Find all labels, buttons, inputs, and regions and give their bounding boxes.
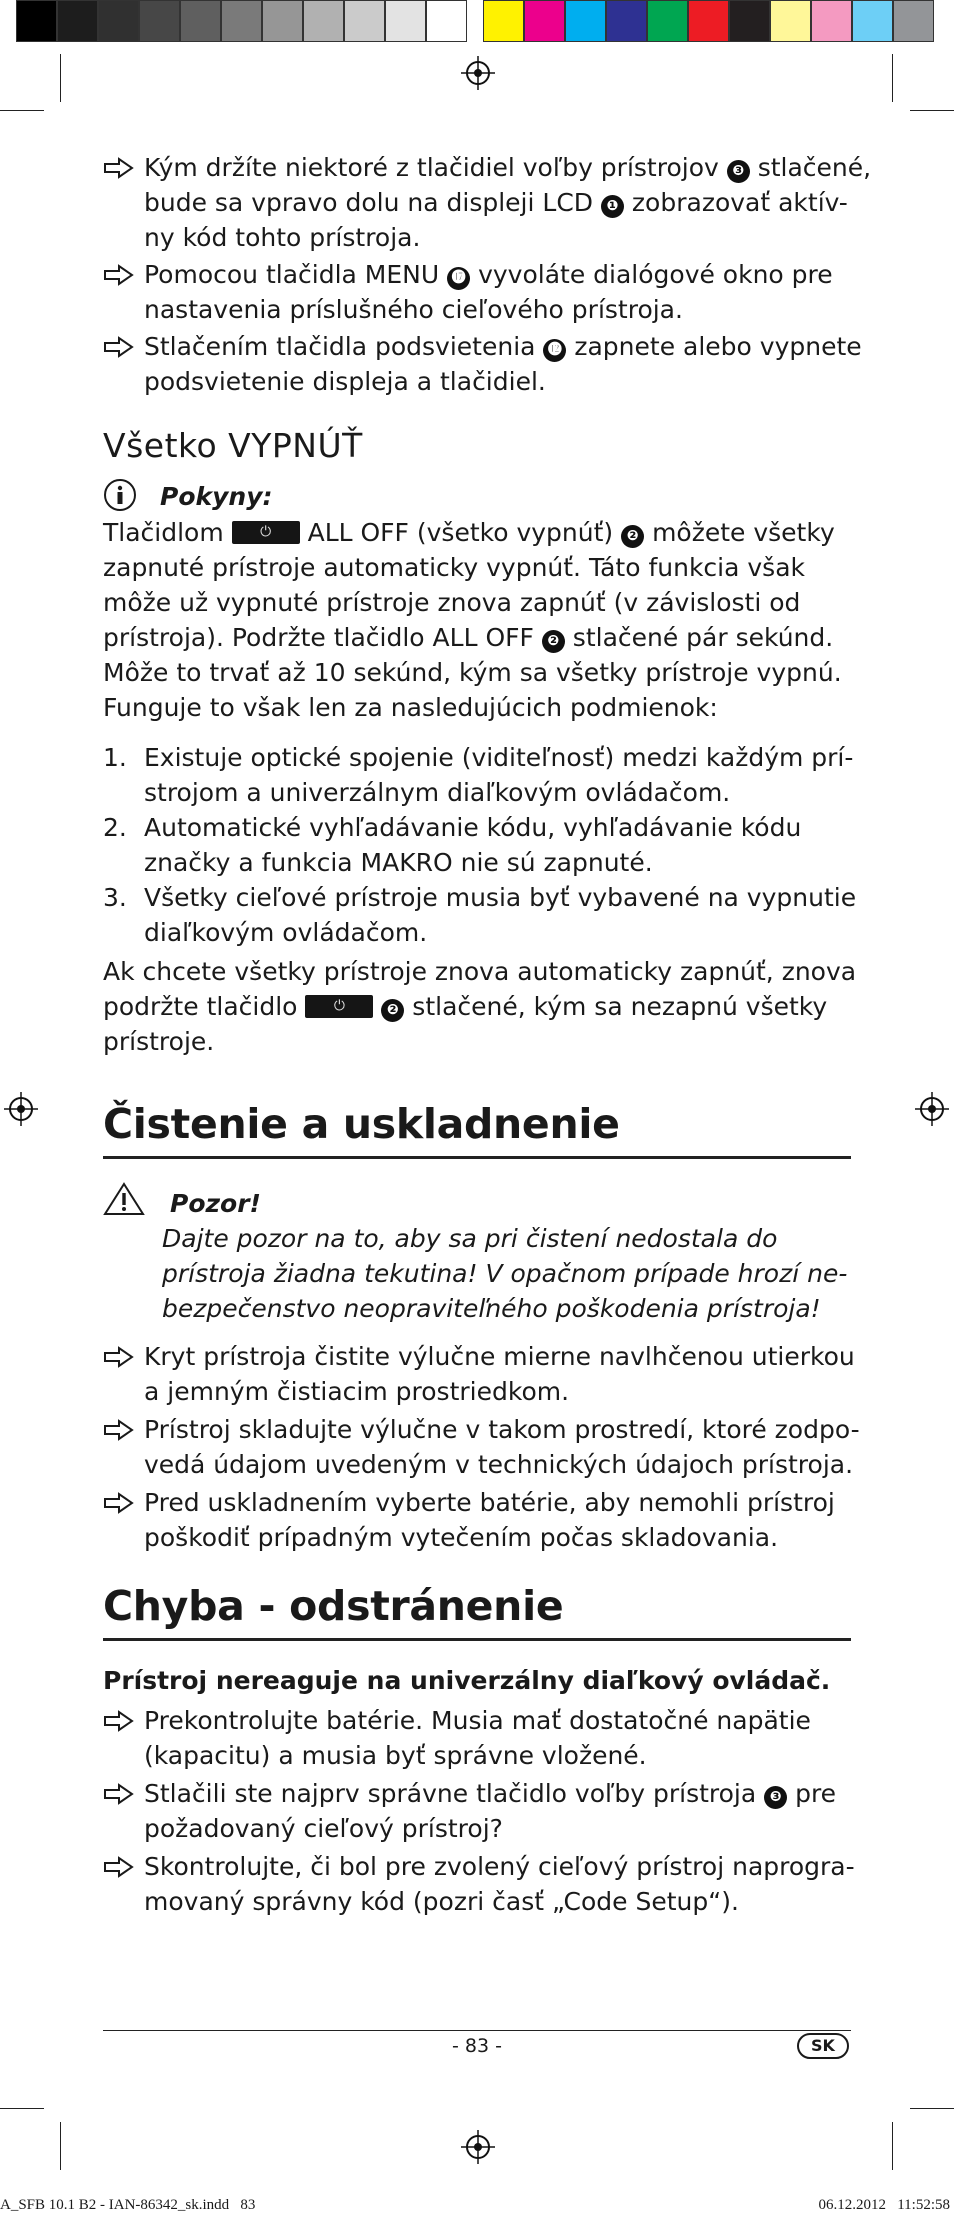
color-calibration-bar <box>16 0 934 44</box>
list-item: Skontrolujte, či bol pre zvolený cieľový prístroj naprogra- movaný správny kód (pozri časť „Code Setup“). <box>103 1849 851 1919</box>
info-icon <box>103 478 137 512</box>
list-item: 3. Všetky cieľové prístroje musia byť vybavené na vypnutie diaľkovým ovládačom. <box>103 883 857 947</box>
warning-text: Dajte pozor na to, aby sa pri čistení nedostala do prístroja žiadna tekutina! V opačnom prípade hrozí ne- bezpečenstvo neopraviteľného poškodenia prístroja! <box>162 1224 848 1323</box>
note-label: Pokyny: <box>160 482 273 511</box>
all-off-paragraph: Tlačidlom ⏻ ALL OFF (všetko vypnúť) ❷ môžete všetky zapnuté prístroje automaticky vypnúť. Táto funkcia však môže už vypnuté prístroje znova zapnúť (v závislosti od prístroja). Podržte tlačidlo ALL OFF ❷ stlačené pár sekúnd. Môže to trvať až 10 sekúnd, kým sa všetky prístroje vypnú. Funguje to však len za nasledujúcich podmienok: <box>103 518 842 722</box>
list-item: Prekontrolujte batérie. Musia mať dostatočné napätie (kapacitu) a musia byť správne vložené. <box>103 1703 851 1773</box>
callout-17: ⓱ <box>447 267 470 290</box>
gray-swatch <box>139 0 180 42</box>
all-on-paragraph: Ak chcete všetky prístroje znova automaticky zapnúť, znova podržte tlačidlo ⏻ ❷ stlačené, kým sa nezapnú všetky prístroje. <box>103 957 857 1056</box>
list-item: Kryt prístroja čistite výlučne mierne navlhčenou utierkou a jemným čistiacim prostriedkom. <box>103 1339 851 1409</box>
registration-mark-icon <box>461 2130 495 2164</box>
arrow-right-icon <box>103 263 135 287</box>
crop-mark <box>892 2122 893 2170</box>
crop-mark <box>60 2122 61 2170</box>
callout-2: ❷ <box>381 999 404 1022</box>
print-slug-file: A_SFB 10.1 B2 - IAN-86342_sk.indd 83 <box>0 2197 256 2213</box>
crop-mark <box>60 54 61 102</box>
section-title-troubleshooting: Chyba - odstránenie <box>103 1582 564 1630</box>
print-slug-date: 06.12.2012 11:52:58 <box>818 2197 950 2213</box>
section-heading-all-off: Všetko VYPNÚŤ <box>103 426 363 465</box>
callout-2: ❷ <box>542 630 565 653</box>
grayscale-swatches <box>16 0 467 44</box>
color-swatch <box>606 0 647 42</box>
warning-icon <box>103 1182 145 1216</box>
section-rule <box>103 1156 851 1159</box>
crop-mark <box>0 110 44 111</box>
color-swatch <box>524 0 565 42</box>
callout-3: ❸ <box>764 1786 787 1809</box>
arrow-right-icon <box>103 1345 135 1369</box>
list-item: Stlačili ste najprv správne tlačidlo voľby prístroja ❸ pre požadovaný cieľový prístroj? <box>103 1776 851 1846</box>
power-button-icon: ⏻ <box>232 521 300 544</box>
arrow-right-icon <box>103 335 135 359</box>
power-button-icon: ⏻ <box>305 995 373 1018</box>
footer-rule <box>103 2030 851 2031</box>
color-swatch <box>565 0 606 42</box>
color-swatch <box>647 0 688 42</box>
crop-mark <box>892 54 893 102</box>
list-item: Prístroj skladujte výlučne v takom prostredí, ktoré zodpo- vedá údajom uvedeným v technických údajoch prístroja. <box>103 1412 851 1482</box>
problem-heading: Prístroj nereaguje na univerzálny diaľkový ovládač. <box>103 1666 831 1695</box>
gray-swatch <box>180 0 221 42</box>
registration-mark-icon <box>4 1092 38 1126</box>
gray-swatch <box>303 0 344 42</box>
list-item: Stlačením tlačidla podsvietenia ⓬ zapnete alebo vypnete podsvietenie displeja a tlačidiel. <box>103 329 851 399</box>
arrow-right-icon <box>103 1709 135 1733</box>
callout-3: ❸ <box>727 160 750 183</box>
section-rule <box>103 1638 851 1641</box>
top-bullet-list <box>103 150 872 399</box>
list-item: Pomocou tlačidla MENU ⓱ vyvoláte dialógové okno pre nastavenia príslušného cieľového prístroja. <box>103 257 851 327</box>
gray-swatch <box>16 0 57 42</box>
crop-mark <box>910 2108 954 2109</box>
section-title-cleaning: Čistenie a uskladnenie <box>103 1100 620 1148</box>
list-item: Kým držíte niektoré z tlačidiel voľby prístrojov ❸ stlačené, bude sa vpravo dolu na displeji LCD ❶ zobrazovať aktív- ny kód tohto prístroja. <box>103 150 851 255</box>
arrow-right-icon <box>103 1491 135 1515</box>
gray-swatch <box>57 0 98 42</box>
registration-mark-icon <box>915 1092 949 1126</box>
warning-label: Pozor! <box>170 1189 261 1218</box>
arrow-right-icon <box>103 156 135 180</box>
gray-swatch <box>221 0 262 42</box>
callout-1: ❶ <box>601 195 624 218</box>
list-item: 2. Automatické vyhľadávanie kódu, vyhľadávanie kódu značky a funkcia MAKRO nie sú zapnuté. <box>103 813 802 877</box>
color-swatches <box>483 0 934 44</box>
color-swatch <box>852 0 893 42</box>
arrow-right-icon <box>103 1855 135 1879</box>
language-badge: SK <box>797 2033 849 2059</box>
color-swatch <box>483 0 524 42</box>
registration-mark-icon <box>461 56 495 90</box>
arrow-right-icon <box>103 1418 135 1442</box>
callout-2: ❷ <box>621 525 644 548</box>
color-swatch <box>811 0 852 42</box>
arrow-right-icon <box>103 1782 135 1806</box>
color-swatch <box>770 0 811 42</box>
cleaning-bullet-list <box>103 1339 860 1555</box>
color-swatch <box>893 0 934 42</box>
gray-swatch <box>426 0 467 42</box>
color-swatch <box>729 0 770 42</box>
gray-swatch <box>385 0 426 42</box>
callout-12: ⓬ <box>543 339 566 362</box>
gray-swatch <box>98 0 139 42</box>
crop-mark <box>910 110 954 111</box>
page-number: - 83 - <box>452 2035 502 2057</box>
gray-swatch <box>262 0 303 42</box>
list-item: 1. Existuje optické spojenie (viditeľnosť) medzi každým prí- strojom a univerzálnym diaľkovým ovládačom. <box>103 743 854 807</box>
troubleshooting-bullet-list <box>103 1703 855 1919</box>
conditions-list <box>103 740 857 950</box>
gray-swatch <box>344 0 385 42</box>
crop-mark <box>0 2108 44 2109</box>
color-swatch <box>688 0 729 42</box>
list-item: Pred uskladnením vyberte batérie, aby nemohli prístroj poškodiť prípadným vytečením počas skladovania. <box>103 1485 851 1555</box>
